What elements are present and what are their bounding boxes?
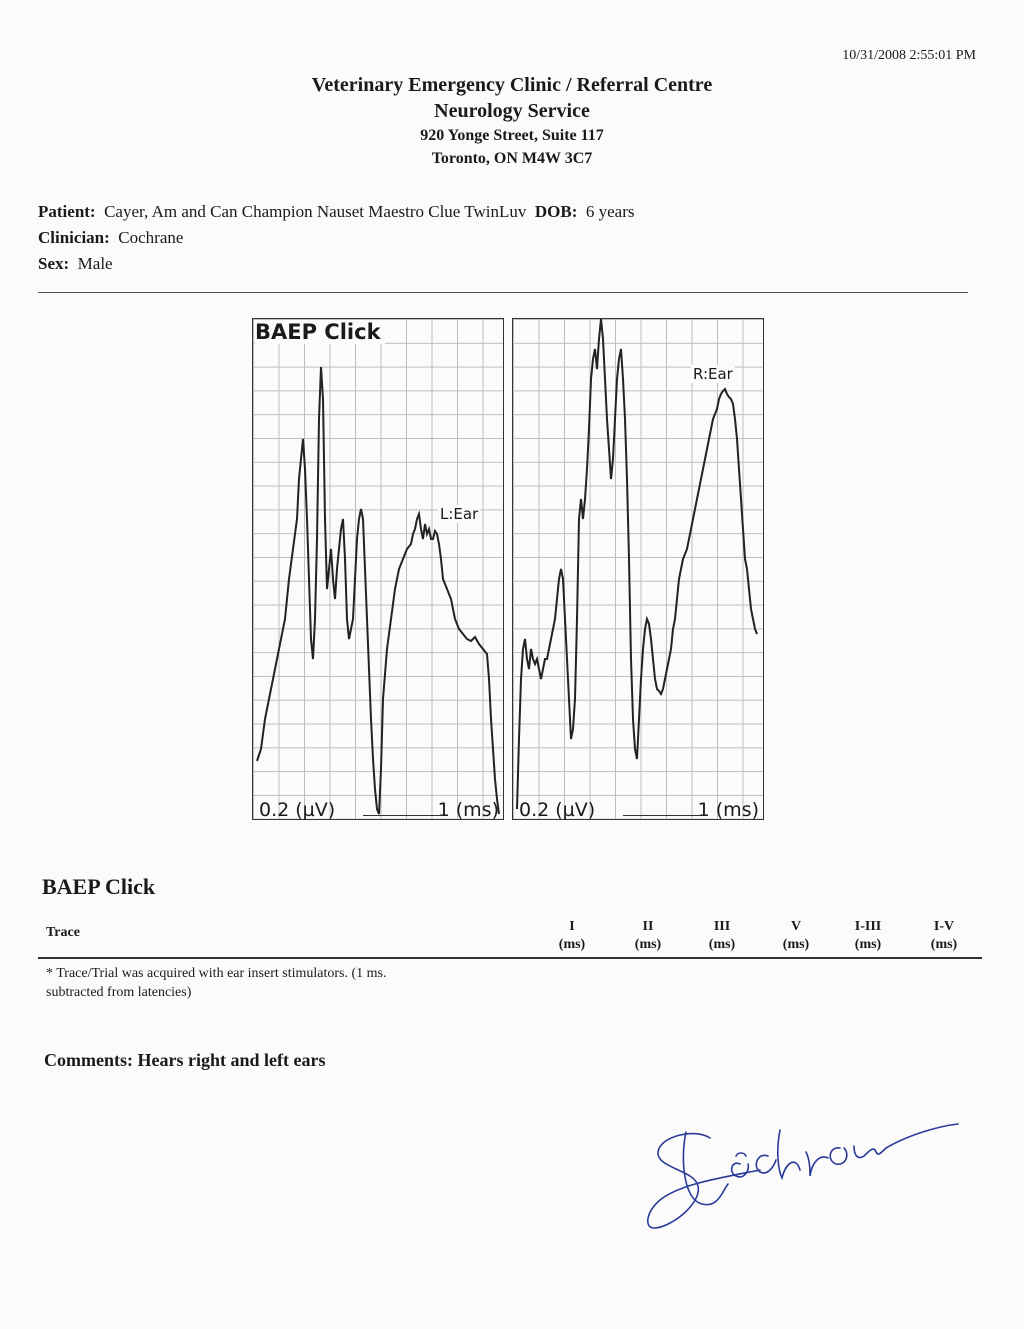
column-ii-unit: (ms) — [634, 937, 662, 952]
right-ear-label: R:Ear — [693, 365, 733, 383]
column-v — [774, 918, 818, 954]
column-iii-unit: (ms) — [708, 937, 736, 952]
sex-value: Male — [77, 254, 113, 273]
column-i — [550, 918, 594, 954]
right-ear-waveform — [513, 319, 763, 819]
trace-footnote — [46, 964, 486, 1002]
right-scale-bar — [623, 815, 703, 816]
column-i-v-unit: (ms) — [930, 937, 958, 952]
table-header-rule — [38, 957, 982, 959]
print-timestamp: 10/31/2008 2:55:01 PM — [842, 48, 976, 63]
city-address: Toronto, ON M4W 3C7 — [431, 150, 593, 167]
signature-drawing — [640, 1100, 960, 1250]
patient-row — [38, 199, 635, 225]
patient-info — [38, 199, 635, 277]
clinic-name: Veterinary Emergency Clinic / Referral Centre — [311, 74, 713, 96]
column-i-unit: (ms) — [558, 937, 586, 952]
dob-label: DOB: — [534, 202, 578, 221]
column-i-iii — [846, 918, 890, 954]
clinician-row — [38, 225, 635, 251]
right-time-scale: 1 (ms) — [697, 799, 759, 821]
column-ii-name: II — [642, 919, 654, 934]
footnote-line1: * Trace/Trial was acquired with ear insert stimulators. (1 ms. — [46, 966, 387, 981]
clinician-value: Cochrane — [118, 228, 184, 247]
sex-row — [38, 251, 635, 277]
column-ii — [626, 918, 670, 954]
right-ear-chart — [512, 318, 764, 820]
trace-header: Trace — [46, 925, 80, 940]
footnote-line2: subtracted from latencies) — [46, 985, 192, 1000]
column-i-iii-unit: (ms) — [854, 937, 882, 952]
column-i-v-name: I-V — [933, 919, 955, 934]
column-i-v — [922, 918, 966, 954]
clinician-signature — [640, 1100, 960, 1255]
patient-label: Patient: — [38, 202, 96, 221]
left-ear-label: L:Ear — [440, 505, 479, 523]
left-ear-chart — [252, 318, 504, 820]
column-iii — [700, 918, 744, 954]
left-scale-bar — [363, 815, 443, 816]
column-iii-name: III — [713, 919, 731, 934]
left-voltage-scale: 0.2 (µV) — [259, 799, 336, 821]
header-divider — [38, 292, 968, 293]
right-voltage-scale: 0.2 (µV) — [519, 799, 596, 821]
comments: Comments: Hears right and left ears — [44, 1050, 326, 1070]
clinician-label: Clinician: — [38, 228, 110, 247]
column-i-iii-name: I-III — [854, 919, 882, 934]
column-v-name: V — [790, 919, 802, 934]
service-name: Neurology Service — [434, 100, 590, 122]
column-v-unit: (ms) — [782, 937, 810, 952]
column-i-name: I — [569, 919, 575, 934]
left-ear-waveform — [253, 319, 503, 819]
chart-title-left: BAEP Click — [255, 320, 385, 344]
sex-label: Sex: — [38, 254, 70, 273]
street-address: 920 Yonge Street, Suite 117 — [420, 127, 604, 144]
clinic-header — [0, 72, 1024, 170]
section-title: BAEP Click — [42, 874, 156, 899]
left-time-scale: 1 (ms) — [437, 799, 499, 821]
dob-value: 6 years — [585, 202, 635, 221]
patient-value: Cayer, Am and Can Champion Nauset Maestro Clue TwinLuv — [104, 202, 527, 221]
